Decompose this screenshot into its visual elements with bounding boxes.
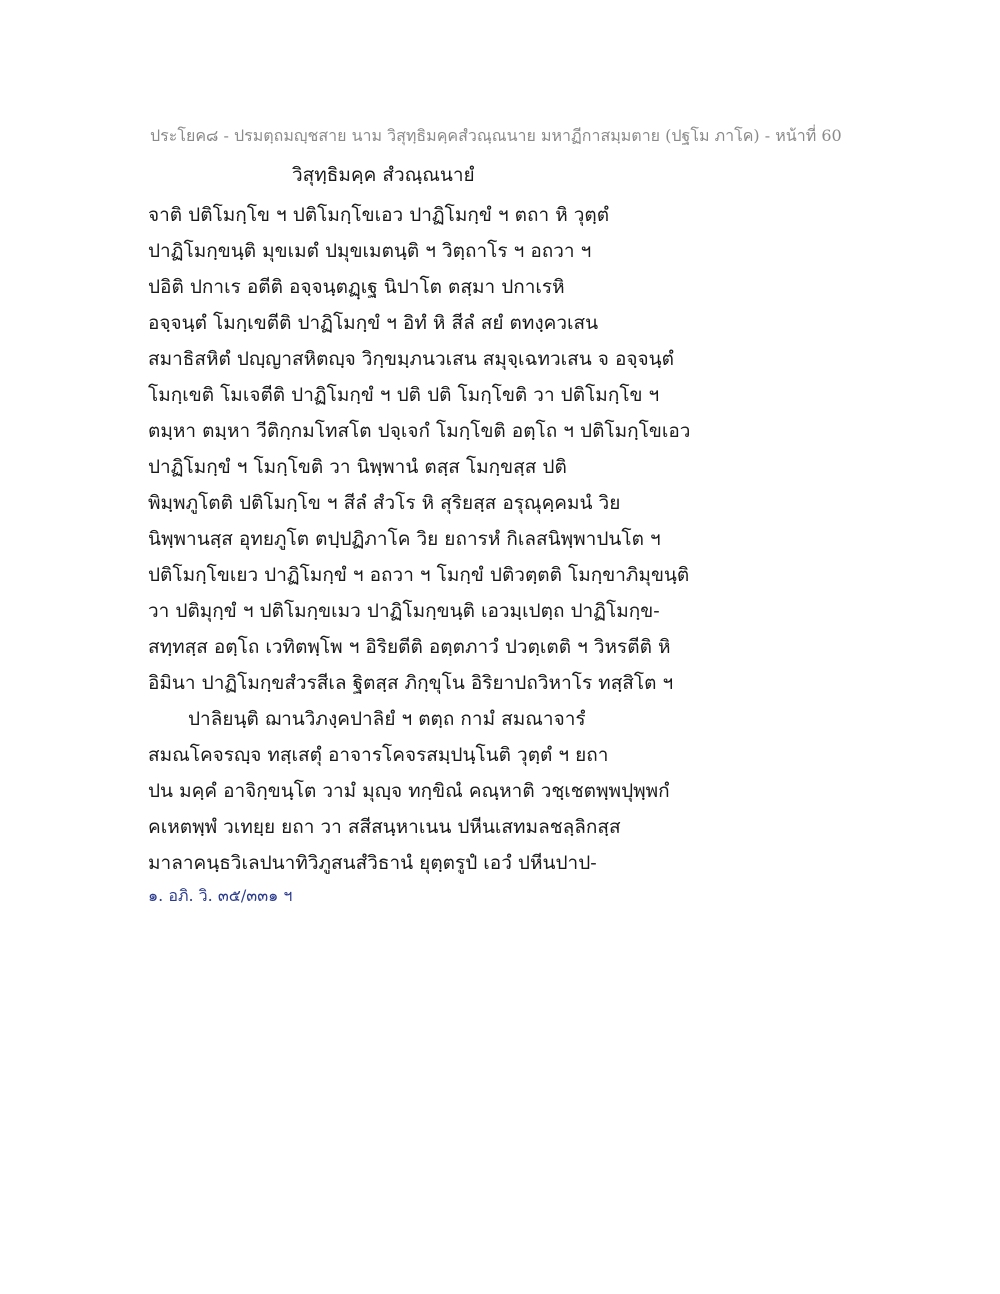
running-header: ประโยค๘ - ปรมตฺถมญฺชสาย นาม วิสุทฺธิมคฺคสํวณฺณนาย มหาฏีกาสมฺมตาย (ปฐโม ภาโค) - หน้าที่ 60: [150, 126, 842, 145]
text-line: อิมินา ปาฏิโมกฺขสํวรสีเล ฐิตสฺส ภิกฺขุโน อิริยาปถวิหาโร ทสฺสิโต ฯ: [148, 672, 674, 694]
text-line: มาลาคนฺธวิเลปนาทิวิภูสนสํวิธานํ ยุตฺตรูปํ เอวํ ปหีนปาป-: [148, 852, 597, 874]
text-line: โมกฺเขติ โมเจตีติ ปาฏิโมกฺขํ ฯ ปติ ปติ โมกฺโขติ วา ปติโมกฺโข ฯ: [148, 384, 660, 406]
text-line: ตมฺหา ตมฺหา วีติกฺกมโทสโต ปจฺเจกํ โมกฺโขติ อตฺโถ ฯ ปติโมกฺโขเอว: [148, 420, 691, 442]
paragraph-start-line: ปาลิยนฺติ ฌานวิภงฺคปาลิยํ ฯ ตตฺถ กามํ สมณาจารํ: [188, 708, 586, 730]
text-line: สมาธิสหิตํ ปญฺญาสหิตญฺจ วิกฺขมฺภนวเสน สมุจฺเฉทวเสน จ อจฺจนฺตํ: [148, 348, 674, 370]
text-line: อจฺจนฺตํ โมกฺเขตีติ ปาฏิโมกฺขํ ฯ อิทํ หิ สีลํ สยํ ตทงฺควเสน: [148, 312, 599, 334]
text-line: นิพฺพานสฺส อุทยภูโต ตปฺปฏิภาโค วิย ยถารหํ กิเลสนิพฺพาปนโต ฯ: [148, 528, 661, 550]
text-line: พิมฺพภูโตติ ปติโมกฺโข ฯ สีลํ สํวโร หิ สุริยสฺส อรุณุคฺคมนํ วิย: [148, 492, 621, 514]
section-title: วิสุทฺธิมคฺค สํวณฺณนายํ: [292, 164, 475, 186]
text-line: ปอิติ ปกาเร อตีติ อจฺจนฺตฏฺเฐ นิปาโต ตสฺมา ปกาเรหิ: [148, 276, 565, 298]
text-line: ปติโมกฺโขเยว ปาฏิโมกฺขํ ฯ อถวา ฯ โมกฺขํ ปติวตฺตติ โมกฺขาภิมุขนฺติ: [148, 564, 690, 586]
text-line: คเหตพฺพํ วเทยฺย ยถา วา สสีสนฺหาเนน ปหีนเสทมลชลฺลิกสฺส: [148, 816, 621, 838]
text-line: วา ปติมุกฺขํ ฯ ปติโมกฺขเมว ปาฏิโมกฺขนฺติ เอวมฺเปตฺถ ปาฏิโมกฺข-: [148, 600, 660, 622]
text-line: สมณโคจรญฺจ ทสฺเสตุํ อาจารโคจรสมฺปนฺโนติ วุตฺตํ ฯ ยถา: [148, 744, 609, 766]
text-line: ปาฏิโมกฺขนฺติ มุขเมตํ ปมุขเมตนฺติ ฯ วิตฺถาโร ฯ อถวา ฯ: [148, 240, 592, 262]
footnote: ๑. อภิ. วิ. ๓๕/๓๓๑ ฯ: [148, 886, 293, 905]
body-text: [148, 197, 728, 911]
text-line: ปน มคฺคํ อาจิกฺขนฺโต วามํ มุญฺจ ทกฺขิณํ คณฺหาติ วชฺเชตพฺพปุพฺพกํ: [148, 780, 670, 802]
text-line: ปาฏิโมกฺขํ ฯ โมกฺโขติ วา นิพฺพานํ ตสฺส โมกฺขสฺส ปติ: [148, 456, 567, 478]
text-line: สทฺทสฺส อตฺโถ เวทิตพฺโพ ฯ อิริยตีติ อตฺตภาวํ ปวตฺเตติ ฯ วิหรตีติ หิ: [148, 636, 671, 658]
text-line: จาติ ปติโมกฺโข ฯ ปติโมกฺโขเอว ปาฏิโมกฺขํ ฯ ตถา หิ วุตฺตํ: [148, 204, 610, 226]
